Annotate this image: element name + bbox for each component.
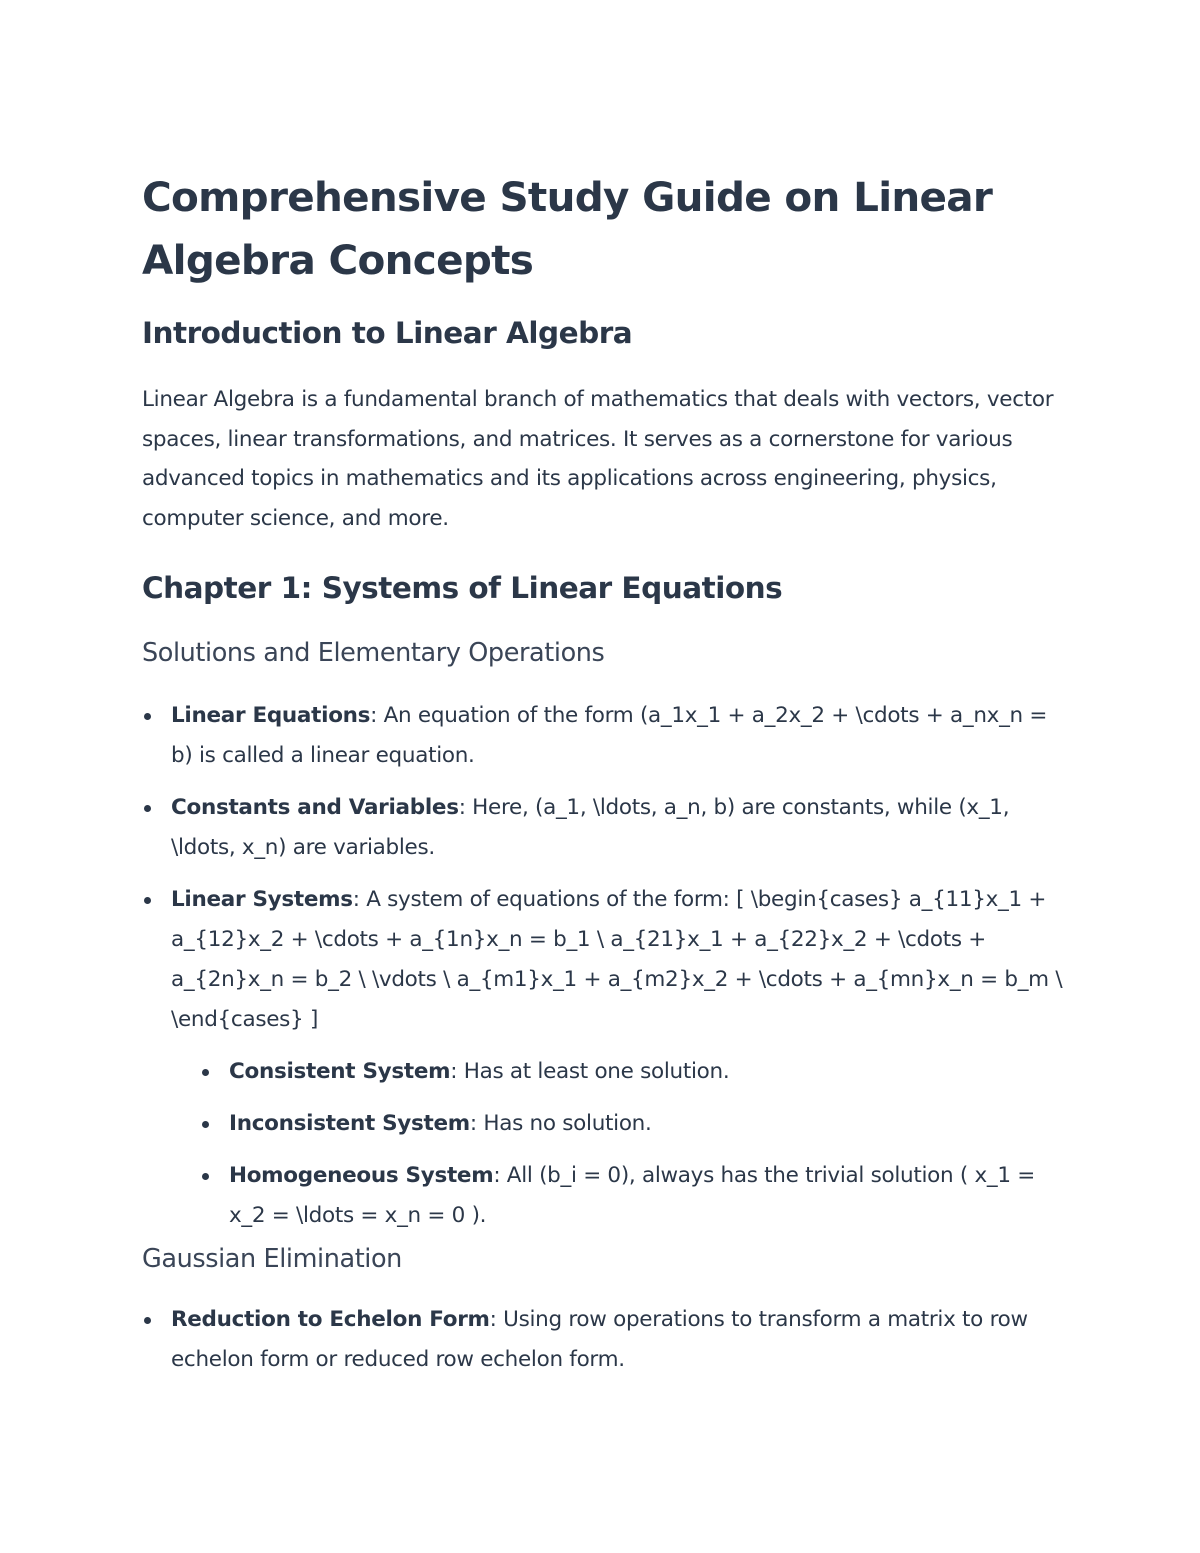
list-item-linear-systems bbox=[142, 880, 1072, 1236]
linear-systems-sub-list bbox=[171, 1052, 1072, 1236]
definition-homogeneous-system: : All (b_i = 0), always has the trivial solution ( x_1 = x_2 = \ldots = x_n = 0 ). bbox=[229, 1163, 1036, 1228]
definition-linear-systems: : A system of equations of the form: [ \begin{cases} a_{11}x_1 + a_{12}x_2 + \cdots + a_{1n}x_n = b_1 \ a_{21}x_1 + a_{22}x_2 + \cdots + a_{2n}x_n = b_2 \ \vdots \ a_{m1}x_1 + a_{m2}x_2 + \cdots + a_{mn}x_n = b_m \ \end{cases} ] bbox=[171, 887, 1063, 1032]
term-linear-equations: Linear Equations bbox=[171, 703, 371, 728]
solutions-bullet-list bbox=[142, 696, 1072, 1236]
document-title: Comprehensive Study Guide on Linear Algebra Concepts bbox=[142, 173, 993, 284]
list-item-linear-equations bbox=[142, 696, 1072, 776]
definition-consistent-system: : Has at least one solution. bbox=[450, 1059, 730, 1084]
term-consistent-system: Consistent System bbox=[229, 1059, 451, 1084]
term-inconsistent-system: Inconsistent System bbox=[229, 1111, 470, 1136]
term-linear-systems: Linear Systems bbox=[171, 887, 353, 912]
list-item-reduction-to-echelon-form bbox=[142, 1300, 1072, 1380]
gaussian-bullet-list bbox=[142, 1300, 1072, 1380]
definition-constants-and-variables: : Here, (a_1, \ldots, a_n, b) are constants, while (x_1, \ldots, x_n) are variables. bbox=[171, 795, 1010, 860]
term-reduction-to-echelon-form: Reduction to Echelon Form bbox=[171, 1307, 490, 1332]
definition-linear-equations: : An equation of the form (a_1x_1 + a_2x_2 + \cdots + a_nx_n = b) is called a linear equation. bbox=[171, 703, 1048, 768]
section-heading-introduction: Introduction to Linear Algebra bbox=[142, 316, 633, 350]
list-item-homogeneous-system bbox=[200, 1156, 1072, 1236]
list-item-inconsistent-system bbox=[200, 1104, 1072, 1144]
list-item-constants-and-variables bbox=[142, 788, 1072, 868]
document-page bbox=[142, 166, 1072, 1380]
subsection-heading-gaussian-elimination: Gaussian Elimination bbox=[142, 1244, 402, 1274]
definition-reduction-to-echelon-form: : Using row operations to transform a matrix to row echelon form or reduced row echelon form. bbox=[171, 1307, 1028, 1372]
chapter-heading-systems-of-linear-equations: Chapter 1: Systems of Linear Equations bbox=[142, 571, 783, 605]
term-constants-and-variables: Constants and Variables bbox=[171, 795, 459, 820]
term-homogeneous-system: Homogeneous System bbox=[229, 1163, 494, 1188]
introduction-paragraph: Linear Algebra is a fundamental branch of mathematics that deals with vectors, vector spaces, linear transformations, and matrices. It serves as a cornerstone for various advanced topics in mathematics and its applications across engineering, physics, computer science, and more. bbox=[142, 387, 1054, 531]
list-item-consistent-system bbox=[200, 1052, 1072, 1092]
subsection-heading-solutions: Solutions and Elementary Operations bbox=[142, 638, 605, 668]
definition-inconsistent-system: : Has no solution. bbox=[469, 1111, 652, 1136]
